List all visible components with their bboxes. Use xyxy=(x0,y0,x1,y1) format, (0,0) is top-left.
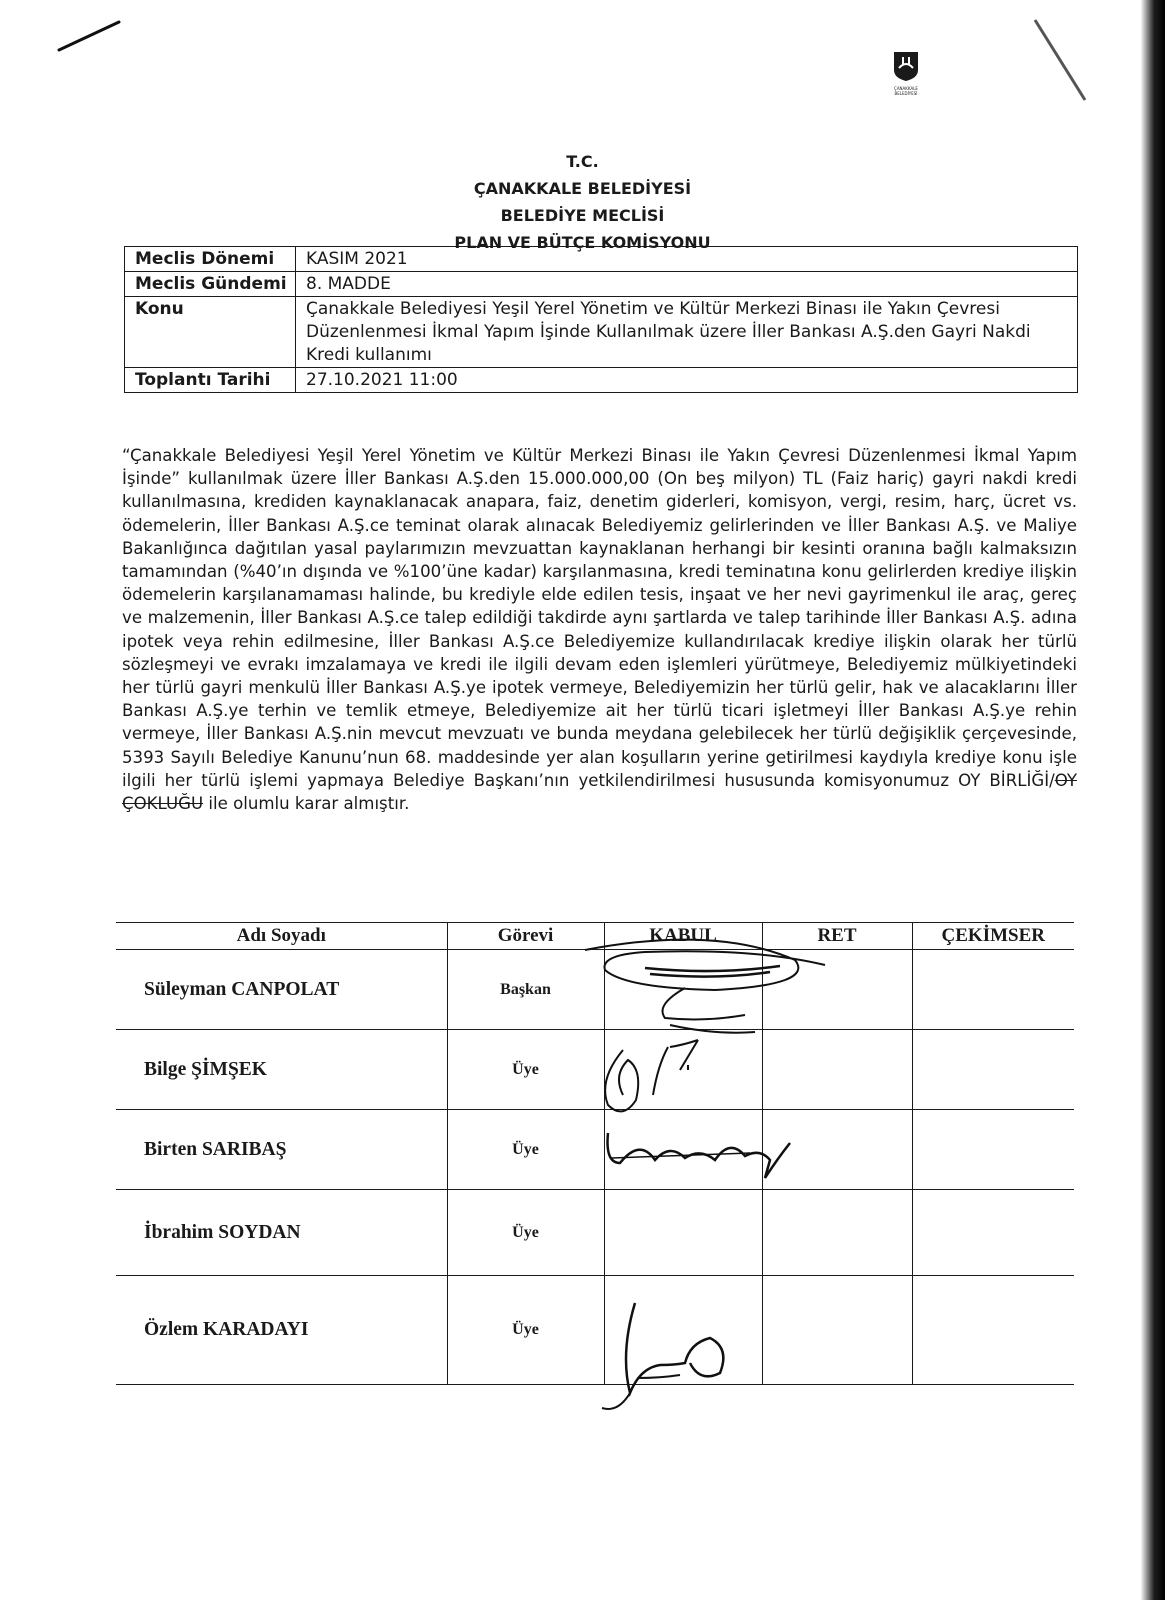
member-name: Bilge ŞİMŞEK xyxy=(116,1030,447,1110)
member-role: Üye xyxy=(447,1030,604,1110)
header-line-tc: T.C. xyxy=(566,152,599,171)
meta-value: Çanakkale Belediyesi Yeşil Yerel Yönetim ve Kültür Merkezi Binası ile Yakın Çevresi Düzenlenmesi İkmal Yapım İşinde Kullanılmak üzere İller Bankası A.Ş.den Gayri Nakdi Kredi kullanımı xyxy=(296,297,1078,368)
member-role: Üye xyxy=(447,1190,604,1276)
meta-label: Toplantı Tarihi xyxy=(125,368,296,393)
member-role: Üye xyxy=(447,1276,604,1385)
header-line-council: BELEDİYE MECLİSİ xyxy=(500,206,665,225)
decision-text xyxy=(122,444,1077,815)
member-name: Birten SARIBAŞ xyxy=(116,1110,447,1190)
meta-label: Meclis Gündemi xyxy=(125,272,296,297)
col-header-reject: RET xyxy=(762,923,912,950)
meta-value: KASIM 2021 xyxy=(296,247,1078,272)
meta-row-date xyxy=(125,368,1078,393)
member-role: Üye xyxy=(447,1110,604,1190)
reject-cell xyxy=(762,1190,912,1276)
pen-stroke-mark xyxy=(55,18,125,58)
header-line-municipality: ÇANAKKALE BELEDİYESİ xyxy=(473,179,692,198)
member-role: Başkan xyxy=(447,950,604,1030)
decision-text-tail: ile olumlu karar almıştır. xyxy=(203,794,410,814)
signature-simsek xyxy=(598,1035,728,1125)
logo-text-line1: ÇANAKKALE xyxy=(894,86,918,91)
col-header-accept: KABUL xyxy=(604,923,762,950)
vote-row xyxy=(116,1190,1074,1276)
col-header-name: Adı Soyadı xyxy=(116,923,447,950)
corner-scan-mark xyxy=(1030,15,1090,110)
signature-saribas xyxy=(600,1118,800,1188)
abstain-cell xyxy=(912,1030,1074,1110)
meta-row-agenda xyxy=(125,272,1078,297)
decision-text-struck: OY ÇOKLUĞU xyxy=(122,770,1077,814)
vote-row xyxy=(116,1110,1074,1190)
meta-row-period xyxy=(125,247,1078,272)
meta-table xyxy=(124,246,1078,393)
reject-cell xyxy=(762,1276,912,1385)
member-name: Özlem KARADAYI xyxy=(116,1276,447,1385)
meta-value: 8. MADDE xyxy=(296,272,1078,297)
logo-text-line2: BELEDİYESİ xyxy=(894,91,918,96)
meta-label: Konu xyxy=(125,297,296,368)
municipality-emblem-icon xyxy=(891,48,921,82)
signature-canpolat xyxy=(565,930,855,1045)
decision-text-main: “Çanakkale Belediyesi Yeşil Yerel Yönetim ve Kültür Merkezi Binası ile Yakın Çevresi Düzenlenmesi İkmal Yapım İşinde” kullanılmak üzere İller Bankası A.Ş.den 15.000.000,00 (On beş milyon) TL (Faiz hariç) gayri nakdi kredi kullanılmasına, krediden kaynaklanacak anapara, faiz, denetim giderleri, komisyon, vergi, resim, harç, ücret vs. ödemelerin, İller Bankası A.Ş.ce teminat olarak alınacak Belediyemiz gelirlerinden ve İller Bankası A.Ş. ve Maliye Bakanlığınca dağıtılan yasal paylarımızın mevzuattan kaynaklanan herhangi bir kesinti oranına bağlı kalmaksızın tamamından (%40’ın dışında ve %100’üne kadar) karşılanmasına, kredi teminatına konu gelirlerden krediye ilişkin ödemelerin karşılanamaması halinde, bu krediyle elde edilen tesis, inşaat ve her nevi gayrimenkul ile araç, gereç ve malzemenin, İller Bankası A.Ş.ce talep edildiği takdirde aynı şartlarda ve talep tarihinde İller Bankası A.Ş. adına ipotek veya rehin edilmesine, İller Bankası A.Ş.ce Belediyemize kullandırılacak krediye ilişkin olarak her türlü sözleşmeyi ve evrakı imzalamaya ve kredi ile ilgili devam eden işlemleri yürütmeye, Belediyemiz mülkiyetindeki her türlü gayri menkulü İller Bankası A.Ş.ye ipotek vermeye, Belediyemizin her türlü gelir, hak ve alacaklarını İller Bankası A.Ş.ye terhin ve temlik etmeye, Belediyemize ait her türlü ticari işletmeyi İller Bankası A.Ş.ye rehin vermeye, İller Bankası A.Ş.nin mevcut mevzuatı ve bunda meydana gelebilecek her türlü değişiklik çerçevesinde, 5393 Sayılı Belediye Kanunu’nun 68. maddesinde yer alan koşulların yerine getirilmesi kaydıyla krediye konu işle ilgili her türlü işlemi yapmaya Belediye Başkanı’nın yetkilendirilmesi hususunda komisyonumuz OY BİRLİĞİ/ xyxy=(122,446,1077,790)
municipality-logo xyxy=(884,48,928,96)
abstain-cell xyxy=(912,1276,1074,1385)
document-header xyxy=(0,148,1165,256)
meta-value: 27.10.2021 11:00 xyxy=(296,368,1078,393)
col-header-role: Görevi xyxy=(447,923,604,950)
abstain-cell xyxy=(912,1110,1074,1190)
accept-cell xyxy=(604,1190,762,1276)
abstain-cell xyxy=(912,950,1074,1030)
signature-karadayi xyxy=(590,1293,740,1423)
header-line-commission: PLAN VE BÜTÇE KOMİSYONU xyxy=(454,233,711,252)
meta-label: Meclis Dönemi xyxy=(125,247,296,272)
member-name: İbrahim SOYDAN xyxy=(116,1190,447,1276)
col-header-abstain: ÇEKİMSER xyxy=(912,923,1074,950)
member-name: Süleyman CANPOLAT xyxy=(116,950,447,1030)
meta-row-subject xyxy=(125,297,1078,368)
abstain-cell xyxy=(912,1190,1074,1276)
